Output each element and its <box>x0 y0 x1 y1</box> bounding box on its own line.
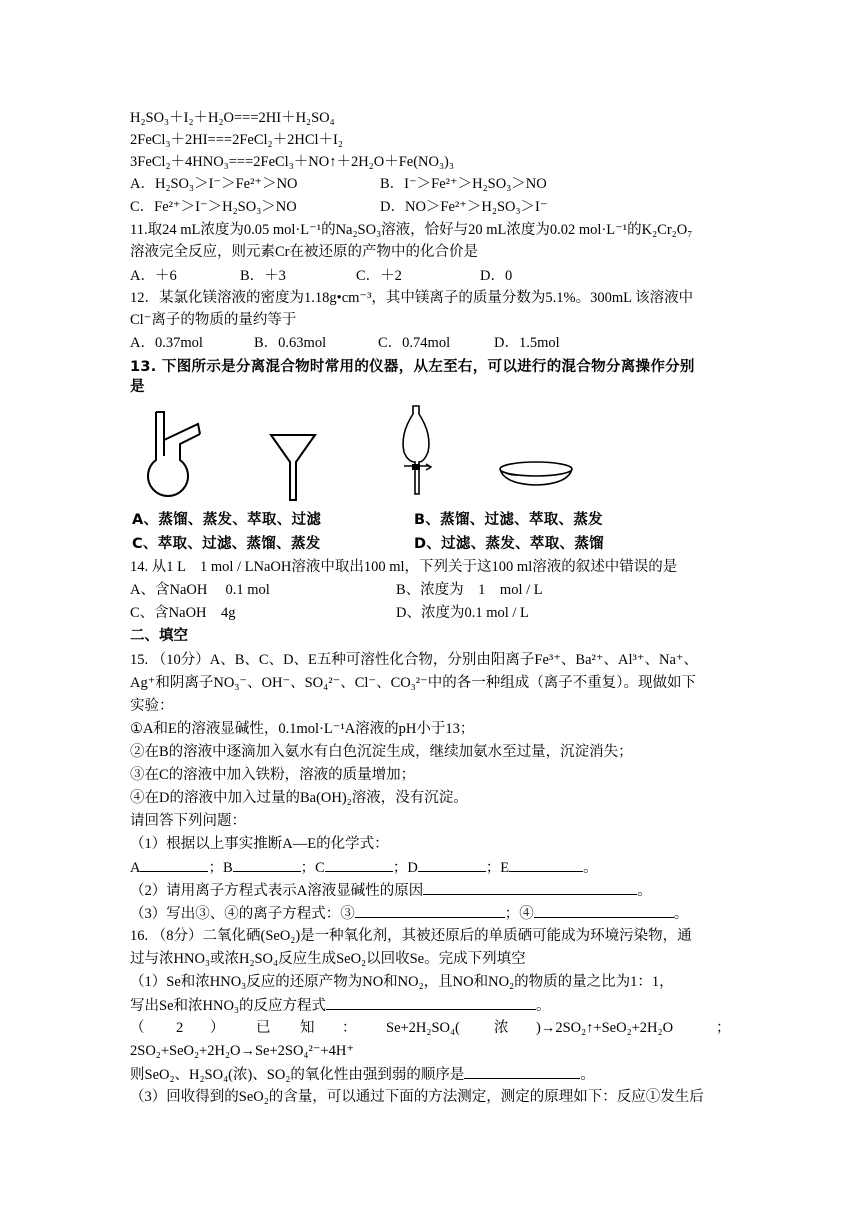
label-b: ；B <box>208 860 233 876</box>
q10-option-a: A．H₂SO₃＞I⁻＞Fe²⁺＞NO <box>130 176 298 192</box>
answer-blank-4[interactable] <box>534 903 674 918</box>
equation-line-3: 3FeCl₂＋4HNO₃===2FeCl₃＋NO↑＋2H₂O＋Fe(NO₃)₃ <box>130 154 454 170</box>
answer-blank-b[interactable] <box>233 857 301 872</box>
q11-option-d: D．0 <box>480 268 513 284</box>
q16-part-2-question <box>130 1064 595 1085</box>
q10-option-d: D．NO＞Fe²⁺＞H₂SO₃＞I⁻ <box>380 199 548 215</box>
q16-stem-line-2: 过与浓HNO₃或浓H₂SO₄反应生成SeO₂以回收Se。完成下列填空 <box>130 951 526 967</box>
q16-part-2-close: ） <box>210 1020 225 1036</box>
q16-part-2-question-end: 。 <box>580 1067 595 1083</box>
q12-option-a: A．0.37mol <box>130 335 203 351</box>
q15-part-2-end: 。 <box>637 883 652 899</box>
q15-step-3: ③在C的溶液中加入铁粉，溶液的质量增加； <box>130 767 416 783</box>
equation-line-2: 2FeCl₃＋2HI===2FeCl₂＋2HCl＋I₂ <box>130 132 343 148</box>
q15-part-2 <box>130 880 652 901</box>
q16-part-1-end: 。 <box>535 998 551 1014</box>
q14-option-b: B、浓度为 1 mol / L <box>396 582 543 598</box>
q16-part-2-colon: ： <box>342 1020 357 1036</box>
q16-part-2-eq2: 2SO₂+SeO₂+2H₂O→Se+2SO₄²⁻+4H⁺ <box>130 1043 355 1059</box>
q15-part-2-text: （2）请用离子方程式表示A溶液显碱性的原因 <box>130 883 424 899</box>
q16-part-1-text: 写出Se和浓HNO₃的反应方程式 <box>130 998 326 1014</box>
q16-part-2-eq1b: )→2SO₂↑+SeO₂+2H₂O <box>536 1020 674 1036</box>
q16-part-2-num: 2 <box>176 1020 184 1036</box>
q11-option-a: A．＋6 <box>130 268 177 284</box>
answer-blank-c[interactable] <box>325 857 393 872</box>
q15-fill-row <box>130 857 598 878</box>
label-a: A <box>130 860 141 876</box>
q10-option-c: C．Fe²⁺＞I⁻＞H₂SO₃＞NO <box>130 199 297 215</box>
evaporating-dish-icon <box>496 460 576 488</box>
q16-part-2-zhi: 知 <box>300 1020 315 1036</box>
q12-option-d: D．1.5mol <box>494 335 560 351</box>
equation-line-1: H₂SO₃＋I₂＋H₂O===2HI＋H₂SO₄ <box>130 110 335 126</box>
answer-blank-d[interactable] <box>418 857 486 872</box>
answer-blank-part-2[interactable] <box>423 880 637 895</box>
q15-step-2: ②在B的溶液中逐滴加入氨水有白色沉淀生成，继续加氨水至过量，沉淀消失； <box>130 744 633 760</box>
answer-blank-3[interactable] <box>355 903 505 918</box>
q12-option-b: B．0.63mol <box>254 335 327 351</box>
q13-option-d: D、过滤、蒸发、萃取、蒸馏 <box>414 536 604 552</box>
q16-part-2-known: 已 <box>256 1020 271 1036</box>
answer-blank-e[interactable] <box>509 857 583 872</box>
q13-option-c: C、萃取、过滤、蒸馏、蒸发 <box>132 536 321 552</box>
q15-step-4: ④在D的溶液中加入过量的Ba(OH)₂溶液，没有沉淀。 <box>130 790 468 806</box>
q15-step-1: ①A和E的溶液显碱性，0.1mol·L⁻¹A溶液的pH小于13； <box>130 721 475 737</box>
separatory-funnel-icon <box>396 404 436 496</box>
answer-blank-a[interactable] <box>140 857 208 872</box>
q11-stem-line-2: 溶液完全反应，则元素Cr在被还原的产物中的化合价是 <box>130 244 478 260</box>
q12-stem-line-1: 12．某氯化镁溶液的密度为1.18g•cm⁻³，其中镁离子的质量分数为5.1%。300mL 该溶液中 <box>130 290 694 306</box>
q15-stem-line-1: 15. （10分）A、B、C、D、E五种可溶性化合物，分别由阳离子Fe³⁺、Ba²⁺、Al³⁺、Na⁺、 <box>130 652 699 668</box>
q15-ask: 请回答下列问题： <box>130 813 246 829</box>
q16-part-2-open: （ <box>130 1020 145 1036</box>
q16-part-2-semi: ； <box>716 1020 731 1036</box>
q10-option-b: B．I⁻＞Fe²⁺＞H₂SO₃＞NO <box>380 176 547 192</box>
q15-part-3-text: （3）写出③、④的离子方程式：③ <box>130 906 355 922</box>
q14-option-a: A、含NaOH 0.1 mol <box>130 582 270 598</box>
q16-stem-line-1: 16. （8分）二氧化硒(SeO₂)是一种氧化剂，其被还原后的单质硒可能成为环境污染物，通 <box>130 928 692 944</box>
q14-stem: 14. 从1 L 1 mol / LNaOH溶液中取出100 ml，下列关于这100 ml溶液的叙述中错误的是 <box>130 559 678 575</box>
q14-option-d: D、浓度为0.1 mol / L <box>396 605 529 621</box>
label-d: ；D <box>392 860 418 876</box>
label-c: ；C <box>300 860 325 876</box>
q15-stem-line-3: 实验： <box>130 698 174 714</box>
funnel-icon <box>268 432 318 502</box>
distillation-flask-icon <box>138 410 208 502</box>
q13-option-b: B、蒸馏、过滤、萃取、蒸发 <box>414 512 603 528</box>
q14-option-c: C、含NaOH 4g <box>130 605 236 621</box>
q11-option-c: C．＋2 <box>356 268 402 284</box>
q16-part-2-eq1: Se+2H₂SO₄( <box>386 1020 460 1036</box>
q12-option-c: C．0.74mol <box>378 335 451 351</box>
section-heading-fill-in: 二、填空 <box>130 628 188 644</box>
q16-part-2-nong: 浓 <box>494 1020 509 1036</box>
q15-part-1: （1）根据以上事实推断A—E的化学式： <box>130 836 389 852</box>
q16-part-2-question-text: 则SeO₂、H₂SO₄(浓)、SO₂的氧化性由强到弱的顺序是 <box>130 1067 465 1083</box>
q11-option-b: B．＋3 <box>240 268 286 284</box>
q15-part-3-end: 。 <box>673 906 689 922</box>
fill-end: 。 <box>583 860 598 876</box>
q13-stem-line-2: 是 <box>130 379 145 395</box>
q12-stem-line-2: Cl⁻离子的物质的量约等于 <box>130 312 297 328</box>
q15-stem-line-2: Ag⁺和阴离子NO₃⁻、OH⁻、SO₄²⁻、Cl⁻、CO₃²⁻中的各一种组成（离子不重复）。现做如下 <box>130 675 697 691</box>
q15-part-3 <box>130 903 688 924</box>
q15-part-3-mid: ；④ <box>504 906 534 922</box>
answer-blank-q16-1[interactable] <box>326 995 536 1010</box>
q16-part-1-line-2 <box>130 995 550 1016</box>
q13-option-a: A、蒸馏、蒸发、萃取、过滤 <box>132 512 322 528</box>
label-e: ；E <box>485 860 510 876</box>
answer-blank-q16-2[interactable] <box>464 1064 580 1079</box>
q13-stem-line-1: 13. 下图所示是分离混合物时常用的仪器，从左至右，可以进行的混合物分离操作分别 <box>130 359 695 375</box>
q16-part-3: （3）回收得到的SeO₂的含量，可以通过下面的方法测定，测定的原理如下：反应①发生后 <box>130 1089 704 1105</box>
q16-part-1-line-1: （1）Se和浓HNO₃反应的还原产物为NO和NO₂，且NO和NO₂的物质的量之比为1：1， <box>130 974 674 990</box>
q11-stem-line-1: 11.取24 mL浓度为0.05 mol·L⁻¹的Na₂SO₃溶液，恰好与20 mL浓度为0.02 mol·L⁻¹的K₂Cr₂O₇ <box>130 222 693 238</box>
